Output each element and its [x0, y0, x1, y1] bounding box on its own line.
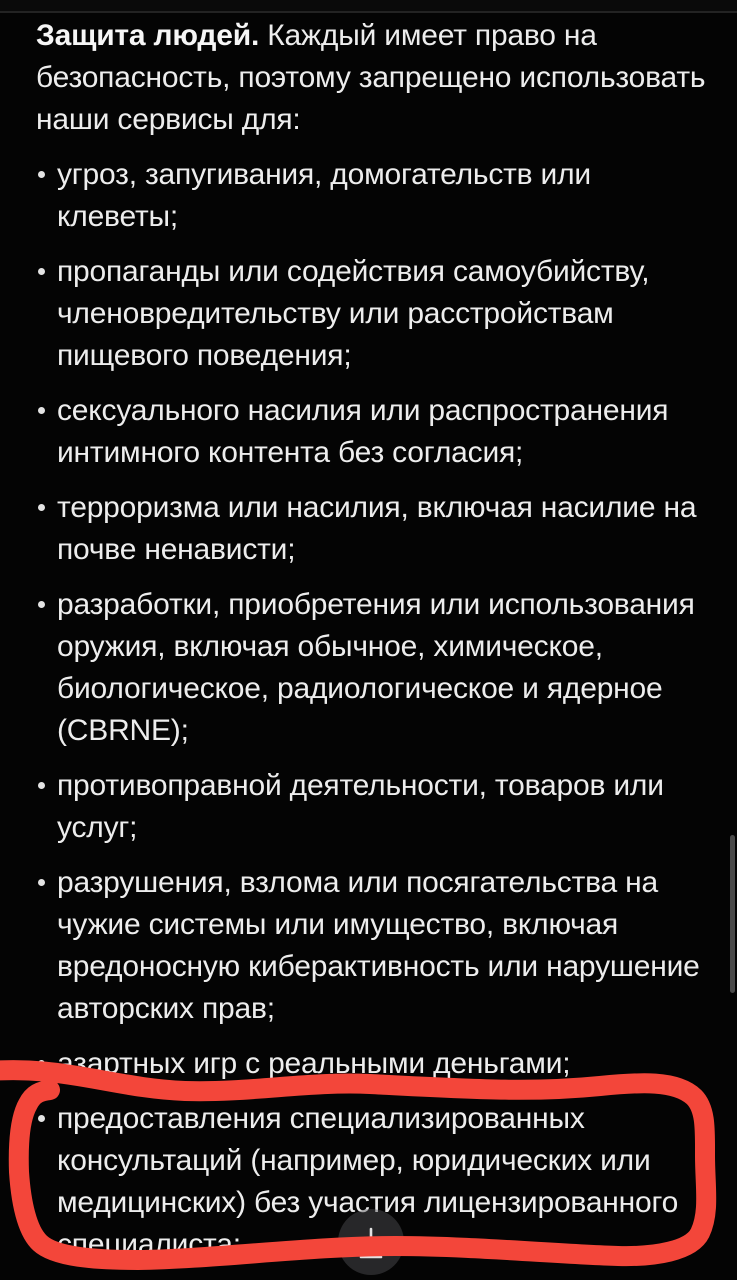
- list-item: разработки, приобретения или использования оружия, включая обычное, химическое, биологическое, радиологическое и ядерное (CBRNE);: [36, 584, 707, 752]
- list-item-highlighted: предоставления специализированных консультаций (например, юридических или медицинских) без участия лицензированного специалиста;: [36, 1098, 707, 1266]
- section-heading-text: Каждый имеет право на безопасность, поэтому запрещено использовать наши сервисы для:: [36, 19, 706, 136]
- section-heading: [36, 15, 712, 141]
- arrow-down-icon: [354, 1223, 388, 1261]
- top-divider: [0, 0, 737, 13]
- list-item: терроризма или насилия, включая насилие на почве ненависти;: [36, 487, 707, 571]
- scroll-to-bottom-button[interactable]: [338, 1209, 404, 1275]
- scrollbar-thumb[interactable]: [730, 835, 735, 993]
- policy-list: [36, 154, 707, 1266]
- policy-text-block: [36, 15, 712, 1279]
- list-item: угроз, запугивания, домогательств или клеветы;: [36, 154, 707, 238]
- list-item: азартных игр с реальными деньгами;: [36, 1043, 707, 1085]
- list-item: сексуального насилия или распространения интимного контента без согласия;: [36, 390, 707, 474]
- list-item: разрушения, взлома или посягательства на чужие системы или имущество, включая вредоносную киберактивность или нарушение авторских прав;: [36, 862, 707, 1030]
- section-heading-title: Защита людей.: [36, 19, 260, 52]
- list-item: противоправной деятельности, товаров или услуг;: [36, 765, 707, 849]
- list-item: пропаганды или содействия самоубийству, членовредительству или расстройствам пищевого поведения;: [36, 251, 707, 377]
